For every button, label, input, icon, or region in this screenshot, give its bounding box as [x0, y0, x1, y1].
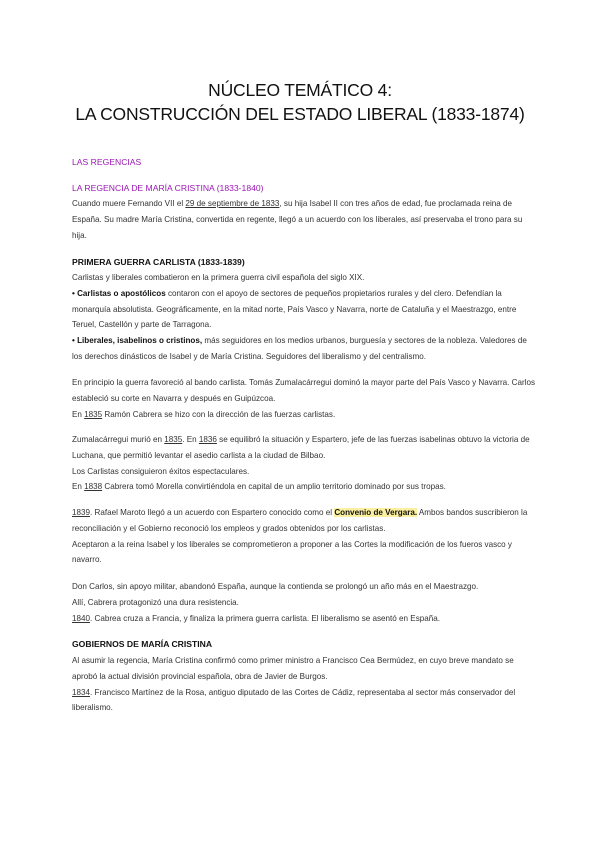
paragraph-text: Ambos bandos suscribieron la reconciliación y el Gobierno reconoció los empleos y grados obtenidos por los carlistas.	[72, 508, 528, 533]
paragraph-text: Cabrera tomó Morella convirtiéndola en capital de un amplio territorio dominado por sus tropas.	[102, 482, 446, 492]
page-title-line2: LA CONSTRUCCIÓN DEL ESTADO LIBERAL (1833-1874)	[75, 104, 525, 124]
paragraph-text: En	[72, 482, 85, 492]
subsection-heading-regencia-mc: LA REGENCIA DE MARÍA CRISTINA (1833-1840)	[72, 183, 264, 193]
paragraph-text: . Francisco Martínez de la Rosa, antiguo diputado de las Cortes de Cádiz, representaba al sector más conservador del liberalismo.	[72, 687, 516, 713]
year-link: 1839	[72, 508, 91, 517]
paragraph-text: contaron con el apoyo de sectores de pequeños propietarios rurales y del clero. Defendían la monarquía absolutista. Geográficamente, en la mitad norte, País Vasco y Navarra, norte de Cataluña y el Maestrazgo, entre Teruel, Castellón y parte de Tarragona.	[72, 288, 517, 330]
paragraph-text: Al asumir la regencia, María Cristina confirmó como primer ministro a Francisco Cea Bermúdez, en cuyo breve mandato se aprobó la actual división provincial española, obra de Javier de Burgos.	[72, 656, 514, 681]
paragraph-intro	[72, 196, 537, 243]
year-link: 1836	[198, 435, 217, 444]
subsection-heading-gobiernos: GOBIERNOS DE MARÍA CRISTINA	[72, 639, 213, 649]
paragraph-guerra-inicio	[72, 375, 537, 422]
year-link: 1835	[84, 409, 103, 419]
year-link: 1834	[72, 687, 91, 697]
bold-term: • Liberales, isabelinos o cristinos,	[72, 336, 203, 346]
paragraph-don-carlos	[72, 579, 537, 626]
paragraph-text: Don Carlos, sin apoyo militar, abandonó España, aunque la contienda se prolongó un año más en el Maestrazgo.	[72, 582, 479, 591]
paragraph-zumalacarregui	[72, 432, 537, 495]
paragraph-text: . En	[182, 435, 199, 444]
paragraph-text: En	[72, 409, 85, 419]
paragraph-text: Zumalacárregui murió en	[72, 435, 165, 444]
page-title-line1: NÚCLEO TEMÁTICO 4:	[208, 80, 392, 100]
paragraph-text: Cuando muere Fernando VII el	[72, 199, 186, 208]
paragraph-text: . Rafael Maroto llegó a un acuerdo con Espartero conocido como el	[90, 508, 335, 517]
paragraph-text: se equilibró la situación y Espartero, jefe de las fuerzas isabelinas obtuvo la victoria de Luchana, que permitió levantar el asedio carlista a la ciudad de Bilbao.	[72, 435, 530, 460]
section-heading-regencias: LAS REGENCIAS	[72, 157, 142, 167]
list-item-liberales	[72, 333, 537, 365]
year-link: 1838	[84, 482, 103, 492]
subsection-heading-primera-guerra: PRIMERA GUERRA CARLISTA (1833-1839)	[72, 257, 245, 267]
paragraph-text: Carlistas y liberales combatieron en la primera guerra civil española del siglo XIX.	[72, 273, 365, 282]
paragraph-text: más seguidores en los medios urbanos, burguesía y sectores de la nobleza. Valedores de los derechos dinásticos de Isabel y de María Cristina. Seguidores del liberalismo y del centralismo.	[72, 336, 527, 361]
paragraph-text: Ramón Cabrera se hizo con la dirección de las fuerzas carlistas.	[102, 409, 336, 419]
paragraph-text: . Cabrea cruza a Francia, y finaliza la primera guerra carlista. El liberalismo se asentó en España.	[90, 613, 441, 623]
list-item-carlistas	[72, 286, 537, 333]
paragraph-bandos	[72, 270, 537, 365]
year-link: 1840	[72, 613, 91, 623]
year-link: 1835	[164, 435, 183, 444]
highlighted-term: Convenio de Vergara.	[334, 508, 418, 517]
paragraph-text: , su hija Isabel II con tres años de edad, fue proclamada reina de España. Su madre María Cristina, convertida en regente, llegó a un acuerdo con los liberales, así preservaba el trono para su hija.	[72, 199, 523, 240]
paragraph-text: Aceptaron a la reina Isabel y los liberales se comprometieron a proponer a las Cortes la modificación de los fueros vasco y navarro.	[72, 539, 512, 565]
paragraph-vergara	[72, 505, 537, 568]
bold-term: • Carlistas o apostólicos	[72, 288, 166, 298]
paragraph-text: Los Carlistas consiguieron éxitos espectaculares.	[72, 466, 250, 476]
paragraph-gobiernos	[72, 653, 537, 716]
date-link: 29 de septiembre de 1833	[185, 199, 280, 208]
paragraph-text: Allí, Cabrera protagonizó una dura resistencia.	[72, 597, 239, 607]
paragraph-text: En principio la guerra favoreció al bando carlista. Tomás Zumalacárregui dominó la mayor parte del País Vasco y Navarra. Carlos estableció su corte en Navarra y después en Guipúzcoa.	[72, 378, 536, 403]
